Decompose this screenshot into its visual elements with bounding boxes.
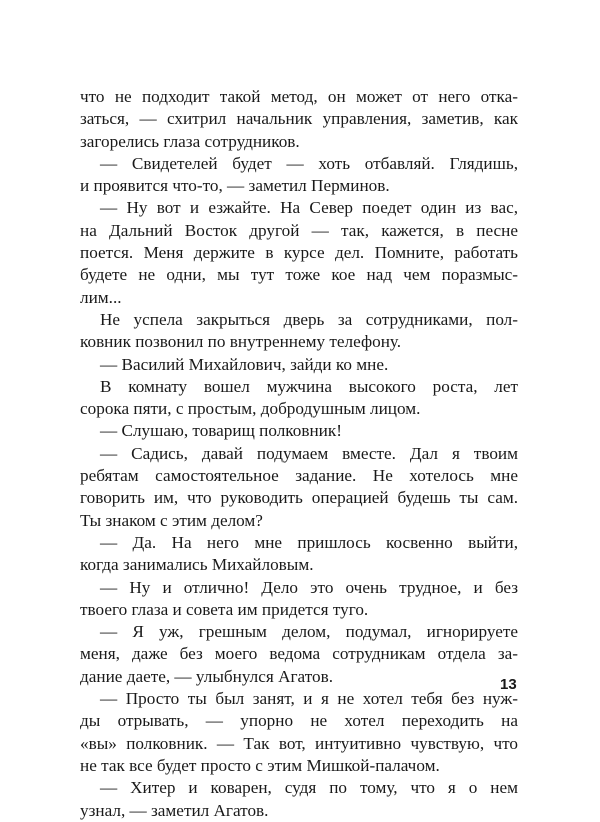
text-line: будете не одни, мы тут тоже кое над чем поразмыс- — [80, 265, 518, 285]
text-line: Не успела закрыться дверь за сотрудниками, пол- — [100, 309, 518, 329]
text-line: что не подходит такой метод, он может от него отка- — [80, 87, 518, 106]
text-line: когда занимались Михайловым. — [80, 555, 314, 575]
text-line: узнал, — заметил Агатов. — [80, 800, 269, 820]
page-number: 13 — [500, 676, 517, 693]
text-line: — Ну вот и езжайте. На Север поедет один из вас, — [100, 198, 518, 218]
text-line: загорелись глаза сотрудников. — [80, 131, 300, 151]
text-line: — Просто ты был занят, и я не хотел тебя без нуж- — [100, 689, 518, 709]
text-line: — Хитер и коварен, судя по тому, что я о нем — [100, 778, 518, 798]
text-line: меня, даже без моего ведома сотрудникам отдела за- — [80, 644, 518, 664]
text-line: дание даете, — улыбнулся Агатов. — [80, 666, 334, 686]
text-line: В комнату вошел мужчина высокого роста, лет — [100, 376, 518, 396]
text-line: — Да. На него мне пришлось косвенно выйти, — [100, 532, 518, 552]
text-line: — Свидетелей будет — хоть отбавляй. Глядишь, — [100, 153, 518, 173]
text-line: поется. Меня держите в курсе дел. Помните, работать — [80, 243, 518, 263]
text-line: говорить им, что руководить операцией будешь ты сам. — [80, 488, 518, 508]
text-line: ды отрывать, — упорно не хотел переходить на — [80, 711, 518, 731]
text-line: — Василий Михайлович, зайди ко мне. — [100, 354, 389, 374]
body-text — [80, 86, 518, 822]
text-line: — Садись, давай подумаем вместе. Дал я твоим — [100, 443, 518, 463]
text-line: Ты знаком с этим делом? — [80, 510, 263, 530]
text-line: ребятам самостоятельное задание. Не хотелось мне — [80, 466, 518, 486]
text-line: не так все будет просто с этим Мишкой-палачом. — [80, 755, 440, 775]
text-line: сорока пяти, с простым, добродушным лицом. — [80, 399, 421, 419]
text-line: на Дальний Восток другой — так, кажется, в песне — [80, 220, 518, 240]
text-line: «вы» полковник. — Так вот, интуитивно чувствую, что — [80, 733, 518, 753]
text-line: ковник позвонил по внутреннему телефону. — [80, 332, 402, 352]
text-line: заться, — схитрил начальник управления, заметив, как — [80, 109, 518, 129]
text-line: — Я уж, грешным делом, подумал, игнорируете — [100, 622, 518, 642]
text-line: лим... — [80, 287, 122, 307]
text-line: — Ну и отлично! Дело это очень трудное, и без — [100, 577, 518, 597]
text-line: твоего глаза и совета им придется туго. — [80, 599, 369, 619]
text-line: и проявится что-то, — заметил Перминов. — [80, 176, 390, 196]
text-line: — Слушаю, товарищ полковник! — [100, 421, 342, 441]
